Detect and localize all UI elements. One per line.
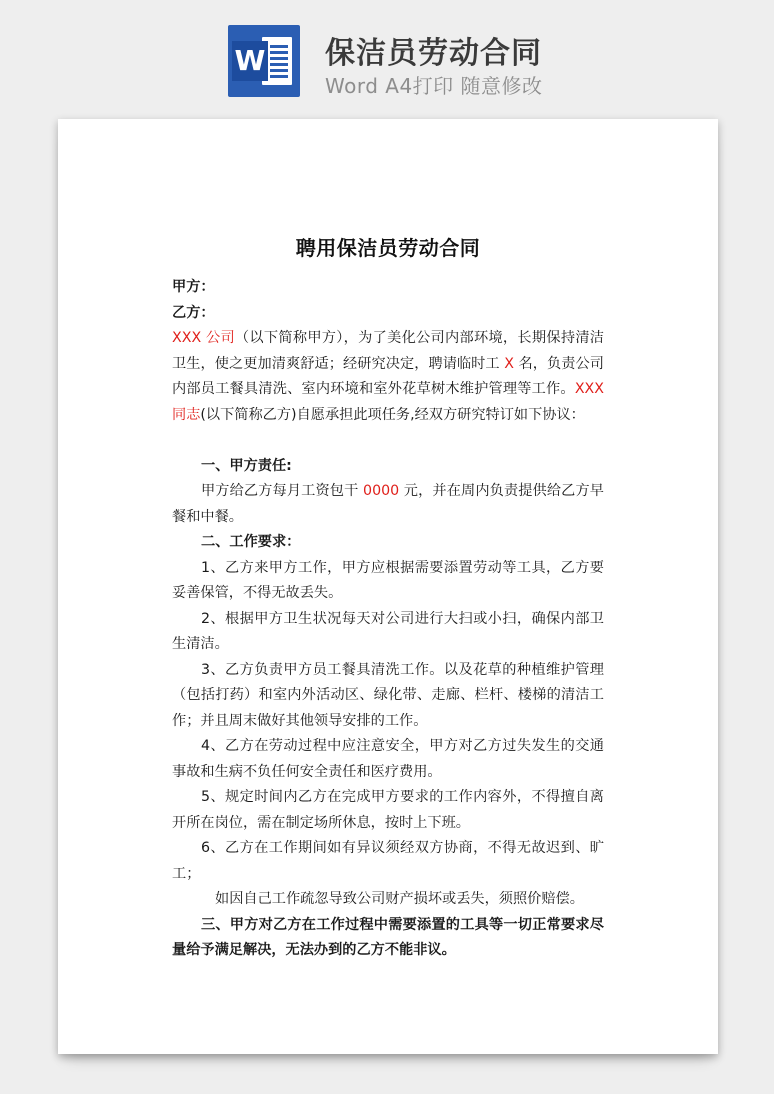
document-page	[58, 119, 718, 1054]
salary-placeholder: 0000	[358, 483, 404, 499]
header-title: 保洁员劳动合同	[325, 36, 542, 71]
requirement-item: 1、乙方来甲方工作，甲方应根据需要添置劳动等工具，乙方要妥善保管，不得无故丢失。	[172, 559, 604, 601]
document-title: 聘用保洁员劳动合同	[295, 236, 481, 260]
requirement-item: 3、乙方负责甲方员工餐具清洗工作。以及花草的种植维护管理（包括打药）和室内外活动区、绿化带、走廊、栏杆、楼梯的清洁工作；并且周末做好其他领导安排的工作。	[172, 661, 604, 729]
word-logo-letter: W	[232, 41, 268, 81]
requirement-item: 5、规定时间内乙方在完成甲方要求的工作内容外，不得擅自离开所在岗位，需在制定场所休息，按时上下班。	[172, 789, 604, 831]
page-header	[0, 0, 774, 118]
worker-count-placeholder: X	[499, 355, 519, 372]
requirement-item: 4、乙方在劳动过程中应注意安全，甲方对乙方过失发生的交通事故和生病不负任何安全责任和医疗费用。	[172, 738, 604, 780]
person-placeholder: XXX 同志	[172, 381, 604, 423]
party-b-label: 乙方：	[172, 304, 215, 321]
document-body	[172, 275, 604, 964]
section3-paragraph: 三、甲方对乙方在工作过程中需要添置的工具等一切正常要求尽量给予满足解决，无法办到的乙方不能非议。	[172, 916, 604, 958]
requirement-item: 2、根据甲方卫生状况每天对公司进行大扫或小扫，确保内部卫生清洁。	[172, 610, 604, 652]
header-subtitle: Word A4打印 随意修改	[325, 74, 543, 98]
company-placeholder: XXX 公司	[172, 330, 235, 346]
requirement-item: 6、乙方在工作期间如有异议须经双方协商，不得无故迟到、旷工；	[172, 840, 604, 882]
section1-heading: 一、甲方责任:	[201, 457, 292, 474]
word-logo-icon	[228, 25, 300, 97]
party-a-label: 甲方：	[172, 279, 215, 295]
compensation-note: 如因自己工作疏忽导致公司财产损坏或丢失，须照价赔偿。	[215, 891, 584, 907]
section2-heading: 二、工作要求：	[201, 534, 301, 550]
section1-paragraph: 甲方给乙方每月工资包干 0000 元，并在周内负责提供给乙方早餐和中餐。	[172, 483, 604, 525]
intro-paragraph: XXX 公司（以下简称甲方），为了美化公司内部环境，长期保持清洁卫生，使之更加清爽舒适；经研究决定，聘请临时工 X 名，负责公司内部员工餐具清洗、室内环境和室外花草树木维护管理等工作。XXX 同志(以下简称乙方)自愿承担此项任务,经双方研究特订如下协议：	[172, 330, 604, 423]
